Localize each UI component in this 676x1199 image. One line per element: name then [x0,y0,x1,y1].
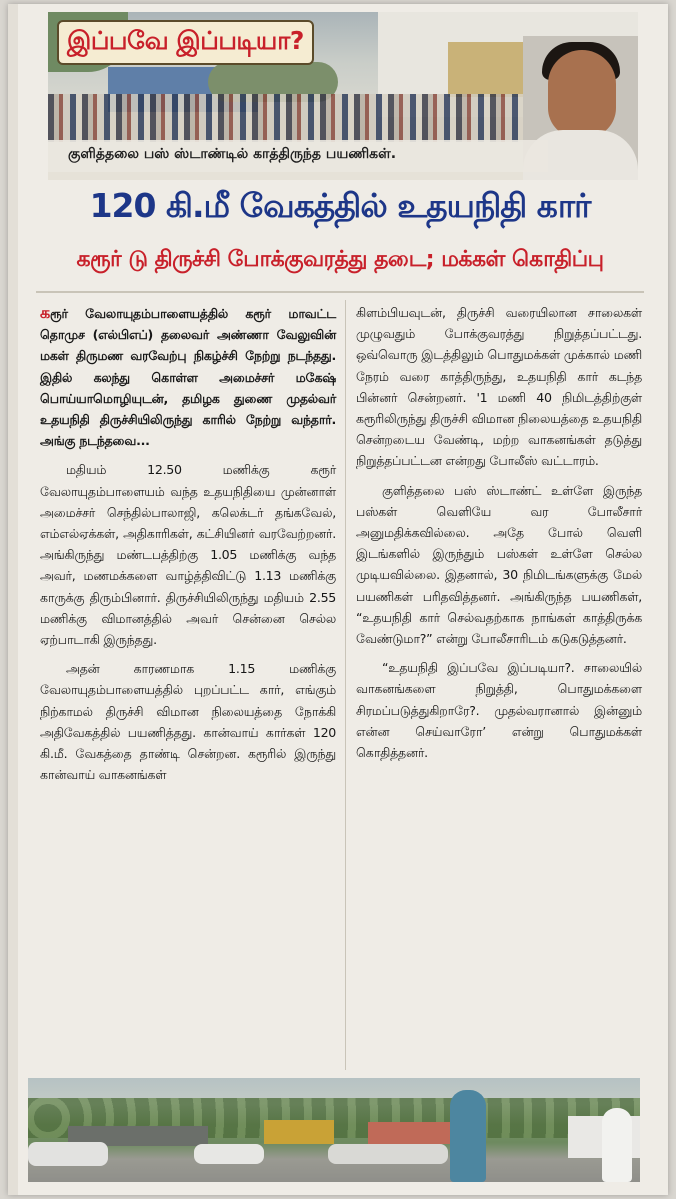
truck-shape [368,1122,458,1144]
kicker-badge [57,20,314,65]
headline: 120 கி.மீ வேகத்தில் உதயநிதி கார் [89,186,591,225]
kicker-badge-text: இப்பவே இப்படியா? [67,26,304,55]
car-shape [28,1142,108,1166]
car-shape [194,1144,264,1164]
photo-caption-box [48,140,548,172]
standing-person [602,1108,632,1182]
lead-text: ரூர் வேலாயுதம்பாளையத்தில் கரூர் மாவட்ட தொமுச (எல்பிஎப்) தலைவர் அண்ணா வேலுவின் மகள் திருமண வரவேற்பு நிகழ்ச்சி நேற்று நடந்தது. இதில் கலந்து கொள்ள அமைச்சர் மகேஷ் பொய்யாமொழியுடன், தமிழக துணை முதல்வர் உதயநிதி திருச்சியிலிருந்து காரில் நேற்று வந்தார். அங்கு நடந்தவை... [40,306,336,449]
dropcap: க [40,303,50,322]
column-divider [345,300,346,1070]
paragraph: “உதயநிதி இப்பவே இப்படியா?. சாலையில் வாகனங்களை நிறுத்தி, பொதுமக்களை சிரமப்படுத்துகிறாரே?. முதல்வரானால் இன்னும் என்ன செய்வாரோ’ என்று பொதுமக்கள் கொதித்தனர். [356,660,642,761]
lead-paragraph [40,302,336,451]
bottom-photo [28,1078,640,1182]
left-column [40,302,336,785]
divider [36,291,644,293]
page-edge [8,4,18,1195]
truck-shape [264,1120,334,1144]
standing-person [450,1090,486,1182]
portrait-face [548,50,616,138]
photo-caption: குளித்தலை பஸ் ஸ்டாண்டில் காத்திருந்த பயணிகள். [68,146,397,162]
paragraph: அதன் காரணமாக 1.15 மணிக்கு வேலாயுதம்பாளையத்தில் புறப்பட்ட கார், எங்கும் நிற்காமல் திருச்சி விமான நிலையத்தை நோக்கி அதிவேகத்தில் பயணித்தது. கான்வாய் கார்கள் 120 கி.மீ. வேகத்தை தாண்டி சென்றன. கரூரில் இருந்து கான்வாய் வாகனங்கள் [40,661,336,783]
subheadline: கரூர் டு திருச்சி போக்குவரத்து தடை; மக்கள் கொதிப்பு [76,247,604,272]
paragraph: மதியம் 12.50 மணிக்கு கரூர் வேலாயுதம்பாளையம் வந்த உதயநிதியை முன்னாள் அமைச்சர் செந்தில்பாலாஜி, கலெக்டர் தங்கவேல், எம்எல்ஏக்கள், அதிகாரிகள், கட்சியினர் வரவேற்றனர். அங்கிருந்து மண்டபத்திற்கு 1.05 மணிக்கு வந்த அவர், மணமக்களை வாழ்த்திவிட்டு 1.13 மணிக்கு காருக்கு திரும்பினார். திருச்சியிலிருந்து மதியம் 2.55 மணிக்கு விமானத்தில் அவர் சென்னை செல்ல ஏற்பாடாகி இருந்தது. [40,462,336,648]
right-column [356,302,642,763]
paragraph: கிளம்பியவுடன், திருச்சி வரையிலான சாலைகள் முழுவதும் போக்குவரத்து நிறுத்தப்பட்டது. ஒவ்வொரு இடத்திலும் பொதுமக்கள் முக்கால் மணி நேரம் வரை காத்திருந்து, உதயநிதி கார் கடந்த பின்னர் சென்றனர். '1 மணி 40 நிமிடத்திற்குள் கரூரிலிருந்து திருச்சி விமான நிலையத்தை உதயநிதி சென்றடைய வேண்டி, மற்ற வாகனங்கள் தடுத்து நிறுத்தப்பட்டன என்றது போலீஸ் வட்டாரம். [356,305,642,469]
paragraph: குளித்தலை பஸ் ஸ்டாண்ட் உள்ளே இருந்த பஸ்கள் வெளியே வர போலீசார் அனுமதிக்கவில்லை. அதே போல் வெளி இடங்களில் இருந்தும் பஸ்கள் உள்ளே செல்ல முடியவில்லை. இதனால், 30 நிமிடங்களுக்கு மேல் பயணிகள் பரிதவித்தனர். அங்கிருந்த பயணிகள், “உதயநிதி கார் செல்வதற்காக நாங்கள் காத்திருக்க வேண்டுமா?” என்று போலீசாரிடம் கடுகடுத்தனர். [356,482,642,647]
car-shape [328,1144,448,1164]
